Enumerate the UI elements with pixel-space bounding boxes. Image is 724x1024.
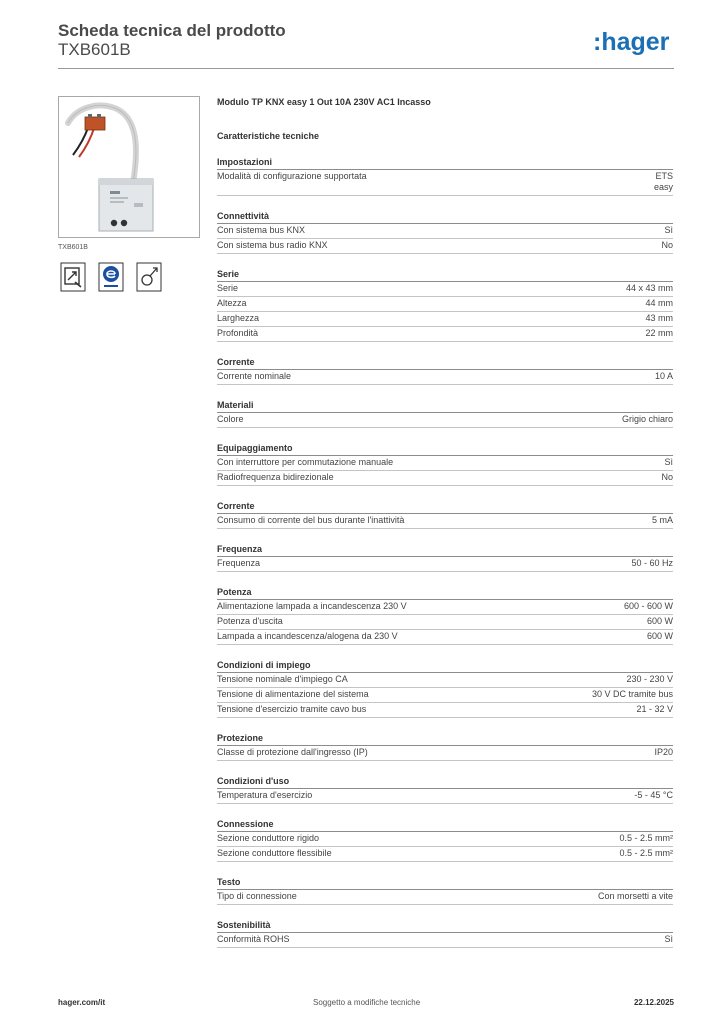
e-mode-icon [98, 262, 124, 292]
spec-value: 44 x 43 mm [625, 283, 673, 293]
spec-value: Con morsetti a vite [597, 891, 673, 901]
footer-note: Soggetto a modifiche tecniche [313, 998, 421, 1007]
spec-section [217, 919, 673, 948]
spec-row [217, 630, 673, 645]
spec-row [217, 327, 673, 342]
hager-logo [593, 26, 675, 58]
spec-row [217, 312, 673, 327]
spec-row [217, 456, 673, 471]
section-title: Corrente [217, 356, 673, 370]
spec-value: 0.5 - 2.5 mm² [619, 848, 673, 858]
spec-value: 43 mm [645, 313, 673, 323]
spec-row [217, 890, 673, 905]
spec-row [217, 832, 673, 847]
spec-label: Con sistema bus radio KNX [217, 240, 328, 250]
section-title: Materiali [217, 399, 673, 413]
spec-value: 5 mA [651, 515, 673, 525]
spec-value: IP20 [654, 747, 673, 757]
spec-label: Sezione conduttore flessibile [217, 848, 332, 858]
spec-row [217, 673, 673, 688]
section-title: Potenza [217, 586, 673, 600]
spec-value: 30 V DC tramite bus [591, 689, 673, 699]
spec-label: Corrente nominale [217, 371, 292, 381]
spec-label: Radiofrequenza bidirezionale [217, 472, 334, 482]
spec-label: Sezione conduttore rigido [217, 833, 320, 843]
spec-label: Classe di protezione dall'ingresso (IP) [217, 747, 368, 757]
spec-row [217, 413, 673, 428]
product-code-heading: TXB601B [58, 40, 131, 59]
spec-section [217, 818, 673, 862]
spec-value: 22 mm [645, 328, 673, 338]
spec-section [217, 356, 673, 385]
header-divider [58, 68, 674, 69]
remote-control-icon [136, 262, 162, 292]
spec-label: Tensione di alimentazione del sistema [217, 689, 369, 699]
spec-value: 0.5 - 2.5 mm² [619, 833, 673, 843]
spec-value: Sì [664, 934, 673, 944]
spec-label: Potenza d'uscita [217, 616, 283, 626]
spec-section [217, 876, 673, 905]
spec-label: Conformità ROHS [217, 934, 290, 944]
spec-value: 600 - 600 W [623, 601, 673, 611]
spec-value: 600 W [646, 616, 673, 626]
spec-row [217, 933, 673, 948]
spec-label: Temperatura d'esercizio [217, 790, 313, 800]
section-title: Frequenza [217, 543, 673, 557]
footer-date: 22.12.2025 [633, 998, 674, 1007]
page-title: Scheda tecnica del prodotto [58, 21, 286, 40]
spec-sections [217, 156, 673, 948]
spec-row [217, 239, 673, 254]
spec-label: Lampada a incandescenza/alogena da 230 V [217, 631, 398, 641]
spec-label: Consumo di corrente del bus durante l'inattività [217, 515, 405, 525]
spec-row [217, 615, 673, 630]
spec-row [217, 170, 673, 196]
spec-value: 44 mm [645, 298, 673, 308]
spec-row [217, 514, 673, 529]
spec-label: Modalità di configurazione supportata [217, 171, 367, 181]
section-title: Corrente [217, 500, 673, 514]
section-title: Condizioni d'uso [217, 775, 673, 789]
section-title: Equipaggiamento [217, 442, 673, 456]
spec-row [217, 282, 673, 297]
spec-section [217, 586, 673, 645]
feature-icons [60, 262, 162, 292]
spec-value: 21 - 32 V [636, 704, 673, 714]
spec-row [217, 557, 673, 572]
spec-label: Larghezza [217, 313, 260, 323]
section-title: Protezione [217, 732, 673, 746]
spec-row [217, 847, 673, 862]
spec-section [217, 210, 673, 254]
section-title: Condizioni di impiego [217, 659, 673, 673]
spec-label: Frequenza [217, 558, 261, 568]
section-title: Connessione [217, 818, 673, 832]
spec-label: Colore [217, 414, 244, 424]
spec-value: 50 - 60 Hz [631, 558, 673, 568]
spec-row [217, 370, 673, 385]
spec-label: Profondità [217, 328, 259, 338]
spec-label: Alimentazione lampada a incandescenza 230 V [217, 601, 407, 611]
spec-value: 230 - 230 V [626, 674, 673, 684]
product-image-caption: TXB601B [58, 244, 88, 251]
spec-value: Sì [664, 457, 673, 467]
spec-row [217, 789, 673, 804]
spec-value: -5 - 45 °C [634, 790, 673, 800]
section-title: Sostenibilità [217, 919, 673, 933]
section-title: Impostazioni [217, 156, 673, 170]
spec-value: Grigio chiaro [621, 414, 673, 424]
spec-label: Con sistema bus KNX [217, 225, 306, 235]
spec-section [217, 500, 673, 529]
specifications-panel [217, 96, 673, 948]
spec-value: 10 A [654, 371, 673, 381]
spec-row [217, 703, 673, 718]
spec-row [217, 600, 673, 615]
section-title: Connettività [217, 210, 673, 224]
spec-label: Serie [217, 283, 239, 293]
spec-value: No [661, 240, 673, 250]
spec-value: 600 W [646, 631, 673, 641]
spec-section [217, 442, 673, 486]
spec-label: Tensione nominale d'impiego CA [217, 674, 348, 684]
section-title: Testo [217, 876, 673, 890]
logo-text: :hager [593, 28, 670, 56]
spec-label: Tipo di connessione [217, 891, 297, 901]
spec-label: Altezza [217, 298, 247, 308]
spec-row [217, 471, 673, 486]
spec-section [217, 543, 673, 572]
spec-row [217, 297, 673, 312]
specs-title: Caratteristiche tecniche [217, 131, 320, 141]
spec-value: Sì [664, 225, 673, 235]
section-title: Serie [217, 268, 673, 282]
spec-value: No [661, 472, 673, 482]
product-image [58, 96, 200, 238]
spec-row [217, 688, 673, 703]
spec-label: Con interruttore per commutazione manuale [217, 457, 394, 467]
knx-easy-config-icon [60, 262, 86, 292]
product-name: Modulo TP KNX easy 1 Out 10A 230V AC1 Incasso [217, 97, 431, 107]
spec-value: ETS easy [653, 171, 673, 192]
spec-section [217, 268, 673, 342]
footer-website: hager.com/it [58, 998, 106, 1007]
spec-row [217, 746, 673, 761]
spec-section [217, 775, 673, 804]
spec-label: Tensione d'esercizio tramite cavo bus [217, 704, 367, 714]
spec-section [217, 659, 673, 718]
spec-section [217, 399, 673, 428]
spec-section [217, 732, 673, 761]
spec-row [217, 224, 673, 239]
spec-section [217, 156, 673, 196]
